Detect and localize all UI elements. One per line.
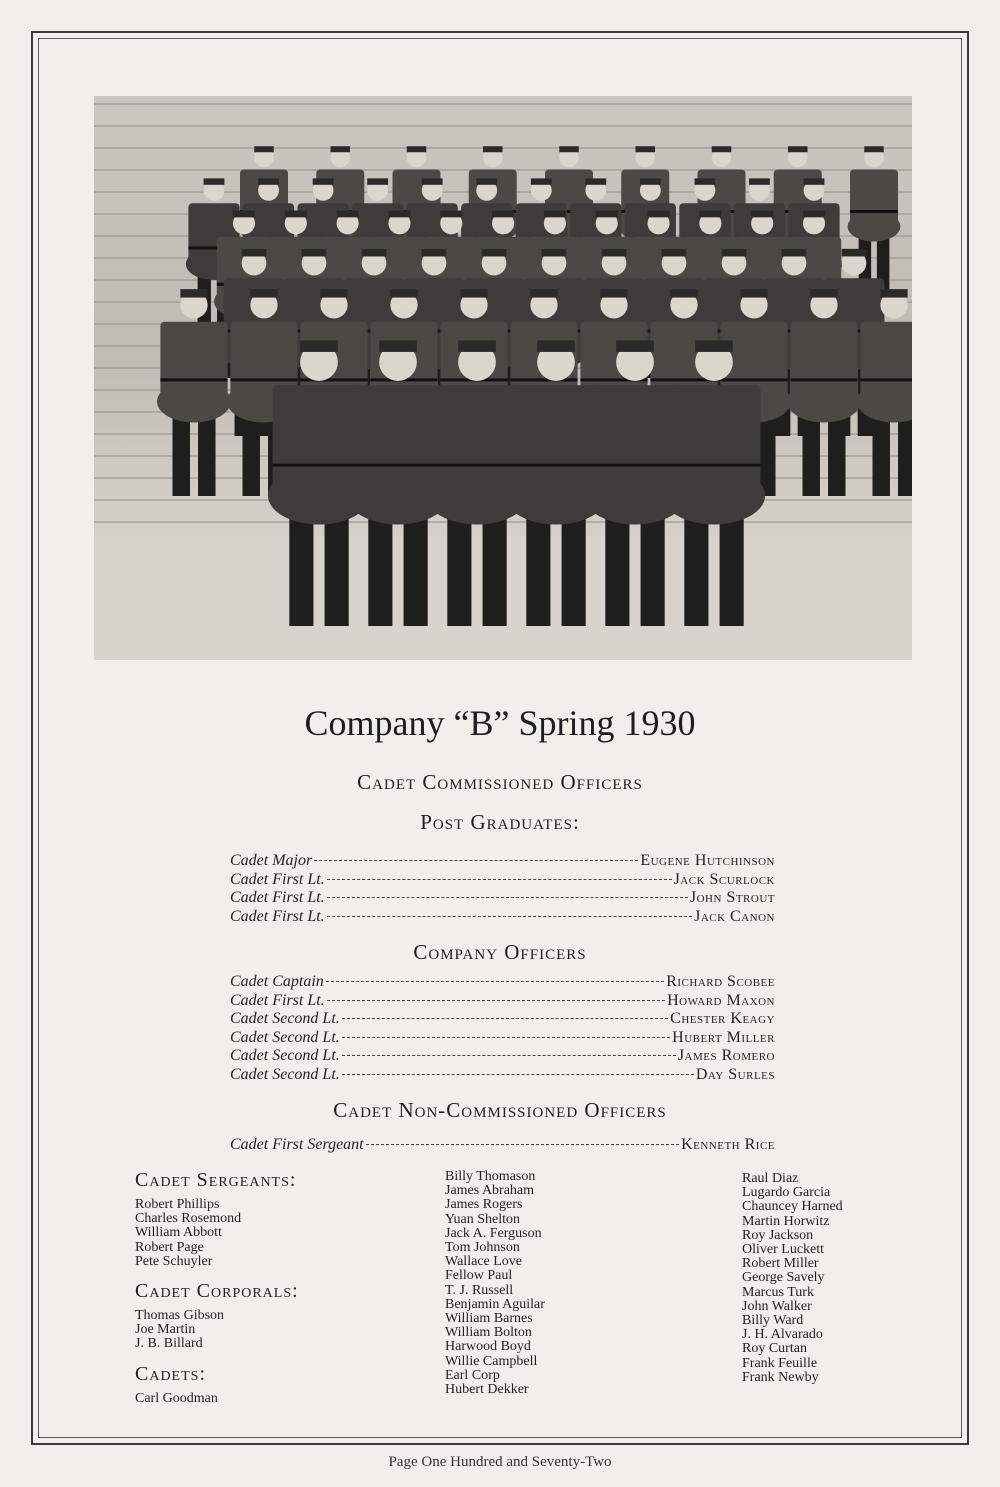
dotted-leader (327, 879, 672, 880)
figure-cap (483, 146, 503, 152)
name-item: Thomas Gibson (135, 1308, 225, 1324)
name-item: Wallace Love (445, 1254, 522, 1270)
roster-rank: Cadet Captain (230, 973, 324, 990)
roster-rank: Cadet Second Lt. (230, 1010, 340, 1027)
company-officers-roster (230, 973, 775, 1084)
name-item: Carl Goodman (135, 1390, 218, 1406)
name-item: T. J. Russell (445, 1282, 514, 1298)
figure-cap (559, 146, 579, 152)
roster-rank: Cadet Second Lt. (230, 1065, 340, 1083)
figure-belt (431, 464, 524, 467)
figure-cap (476, 178, 497, 184)
name-item: J. B. Billard (135, 1336, 203, 1352)
name-item: Harwood Boyd (445, 1339, 531, 1355)
figure-belt (510, 378, 577, 381)
roster-name: Hubert Miller (672, 1028, 775, 1046)
figure-belt (160, 378, 227, 381)
dotted-leader (342, 1018, 668, 1019)
figure-belt (589, 464, 682, 467)
cadets-heading: Cadets: (135, 1362, 207, 1385)
figure-belt (230, 378, 297, 381)
figure-cap (636, 146, 656, 152)
figure-cap (422, 178, 443, 184)
dotted-leader (327, 897, 688, 898)
figure-torso (668, 385, 761, 495)
name-item: William Abbott (135, 1225, 222, 1241)
name-item: J. H. Alvarado (742, 1327, 823, 1343)
sergeants-heading: Cadet Sergeants: (135, 1169, 297, 1191)
figure-belt (720, 378, 787, 381)
figure-cap (602, 249, 627, 257)
name-item: Oliver Luckett (742, 1242, 825, 1258)
figure-cap (722, 249, 747, 257)
name-item: Raul Diaz (742, 1171, 799, 1186)
dotted-leader (327, 1000, 665, 1001)
figure-belt (668, 464, 761, 467)
figure-cap (302, 249, 327, 257)
figure-cap (537, 340, 575, 352)
figure-cap (842, 249, 867, 257)
name-item: Benjamin Aguilar (445, 1296, 545, 1312)
roster-name: Chester Keagy (670, 1010, 775, 1027)
cadets-list-1 (135, 1392, 395, 1406)
dotted-leader (342, 1074, 694, 1075)
roster-rank: Cadet First Lt. (230, 991, 325, 1009)
figure-torso (160, 322, 227, 402)
roster-name: Richard Scobee (666, 973, 775, 990)
roster-rank: Cadet First Lt. (230, 907, 325, 925)
roster-row (230, 973, 775, 992)
cadets-list-2 (445, 1170, 695, 1397)
name-item: Lugardo Garcia (742, 1185, 831, 1201)
dotted-leader (342, 1037, 670, 1038)
name-item: Earl Corp (445, 1367, 500, 1383)
figure-torso (790, 322, 857, 402)
name-item: James Rogers (445, 1197, 523, 1213)
name-item: Martin Horwitz (742, 1213, 830, 1229)
roster-name: Jack Scurlock (673, 870, 775, 888)
name-item: Chauncey Harned (742, 1199, 843, 1215)
figure-cap (388, 211, 410, 218)
figure-cap (390, 289, 417, 297)
figure-cap (788, 146, 808, 152)
roster-name: Day Surles (695, 1065, 775, 1083)
roster-row (230, 889, 775, 908)
roster-name: Jack Canon (694, 907, 775, 925)
roster-rank: Cadet Second Lt. (230, 1047, 340, 1064)
post-graduates-roster (230, 852, 775, 926)
figure-cap (542, 249, 567, 257)
figure-cap (460, 289, 487, 297)
figure-cap (254, 146, 274, 152)
dotted-leader (326, 981, 664, 982)
dotted-leader (327, 916, 692, 917)
figure-cap (544, 211, 566, 218)
roster-row (230, 871, 775, 890)
figure-cap (804, 178, 825, 184)
name-item: Robert Miller (742, 1256, 819, 1272)
figure-cap (640, 178, 661, 184)
figure-torso (860, 322, 912, 402)
figure-cap (585, 178, 606, 184)
roster-name: Kenneth Rice (681, 1136, 775, 1153)
figure-cap (782, 249, 807, 257)
figure-cap (662, 249, 687, 257)
figure-cap (670, 289, 697, 297)
roster-row (230, 852, 775, 871)
name-item: Frank Feuille (742, 1355, 818, 1371)
figure-cap (647, 211, 669, 218)
page-footer: Page One Hundred and Seventy-Two (388, 1454, 612, 1470)
figure-cap (600, 289, 627, 297)
figure-cap (699, 211, 721, 218)
name-item: Hubert Dekker (445, 1382, 529, 1398)
dotted-leader (366, 1144, 679, 1145)
name-item: Yuan Shelton (445, 1211, 521, 1227)
figure-cap (379, 340, 417, 352)
figure-cap (233, 211, 255, 218)
roster-row (230, 1010, 775, 1029)
figure-cap (320, 289, 347, 297)
name-item: John Walker (742, 1298, 812, 1314)
figure-belt (850, 210, 898, 213)
figure-cap (740, 289, 767, 297)
group-photo-icon (94, 96, 912, 660)
name-item: Tom Johnson (445, 1240, 520, 1256)
figure-cap (250, 289, 277, 297)
name-item: Frank Newby (742, 1369, 819, 1385)
name-item: William Barnes (445, 1311, 533, 1327)
name-item: Roy Curtan (742, 1341, 807, 1357)
figure-cap (482, 249, 507, 257)
name-item: Joe Martin (135, 1322, 196, 1338)
figure-cap (204, 178, 225, 184)
corporals-heading: Cadet Corporals: (135, 1280, 299, 1303)
roster-row (230, 908, 775, 927)
column-1 (135, 1168, 395, 1406)
figure-cap (313, 178, 334, 184)
figure-cap (440, 211, 462, 218)
figure-torso (431, 385, 524, 495)
name-item: William Bolton (445, 1325, 532, 1341)
figure-cap (242, 249, 267, 257)
cadets-list-3 (742, 1172, 942, 1385)
heading-non-commissioned: Cadet Non-Commissioned Officers (333, 1098, 667, 1122)
name-item: Charles Rosemond (135, 1211, 242, 1227)
name-item: James Abraham (445, 1183, 535, 1199)
name-item: Billy Ward (742, 1313, 804, 1329)
figure-cap (749, 178, 770, 184)
figure-cap (596, 211, 618, 218)
name-item: Robert Phillips (135, 1197, 220, 1212)
figure-torso (850, 170, 898, 227)
name-item: Willie Campbell (445, 1353, 538, 1369)
figure-cap (422, 249, 447, 257)
figure-cap (695, 178, 716, 184)
figure-belt (352, 464, 445, 467)
figure-cap (458, 340, 496, 352)
figure-cap (803, 211, 825, 218)
figure-cap (864, 146, 884, 152)
roster-rank: Cadet First Lt. (230, 889, 325, 906)
roster-row (230, 992, 775, 1011)
name-item: Jack A. Ferguson (445, 1225, 542, 1241)
name-item: Pete Schuyler (135, 1253, 213, 1269)
figure-cap (751, 211, 773, 218)
corporals-list (135, 1309, 395, 1352)
roster-rank: Cadet Major (230, 852, 313, 869)
column-3 (742, 1172, 942, 1385)
name-item: Marcus Turk (742, 1284, 814, 1300)
figure-cap (616, 340, 654, 352)
group-photo (94, 96, 912, 660)
page-title: Company “B” Spring 1930 (304, 703, 696, 743)
figure-cap (810, 289, 837, 297)
figure-cap (492, 211, 514, 218)
roster-row (230, 1066, 775, 1085)
roster-rank: Cadet First Sergeant (230, 1136, 364, 1153)
figure-cap (407, 146, 427, 152)
figure-torso (589, 385, 682, 495)
sergeants-list (135, 1198, 395, 1269)
figure-belt (860, 378, 912, 381)
roster-name: Eugene Hutchinson (640, 852, 775, 869)
roster-name: Howard Maxon (667, 991, 775, 1009)
roster-name: James Romero (677, 1047, 775, 1064)
figure-cap (362, 249, 387, 257)
figure-torso (510, 385, 603, 495)
figure-torso (352, 385, 445, 495)
figure-cap (531, 178, 552, 184)
figure-torso (273, 385, 366, 495)
name-item: Billy Thomason (445, 1169, 536, 1184)
non-commissioned-roster (230, 1136, 775, 1155)
heading-post-graduates: Post Graduates: (420, 810, 580, 834)
figure-cap (880, 289, 907, 297)
name-item: Robert Page (135, 1239, 204, 1255)
roster-row (230, 1047, 775, 1066)
roster-name: John Strout (689, 889, 775, 906)
roster-row (230, 1136, 775, 1155)
name-item: George Savely (742, 1270, 825, 1286)
figure-cap (331, 146, 351, 152)
figure-cap (285, 211, 307, 218)
figure-belt (790, 378, 857, 381)
roster-rank: Cadet Second Lt. (230, 1028, 340, 1046)
figure-cap (337, 211, 359, 218)
roster-row (230, 1029, 775, 1048)
dotted-leader (314, 860, 638, 861)
dotted-leader (342, 1055, 676, 1056)
figure-belt (510, 464, 603, 467)
figure-belt (273, 464, 366, 467)
figure-cap (180, 289, 207, 297)
figure-cap (300, 340, 338, 352)
name-item: Roy Jackson (742, 1227, 814, 1243)
name-item: Fellow Paul (445, 1268, 513, 1284)
heading-commissioned: Cadet Commissioned Officers (357, 770, 643, 794)
roster-rank: Cadet First Lt. (230, 870, 325, 888)
figure-cap (258, 178, 279, 184)
figure-cap (530, 289, 557, 297)
figure-cap (367, 178, 388, 184)
column-2 (445, 1170, 695, 1397)
heading-company-officers: Company Officers (413, 940, 587, 964)
figure-cap (695, 340, 733, 352)
figure-cap (712, 146, 732, 152)
